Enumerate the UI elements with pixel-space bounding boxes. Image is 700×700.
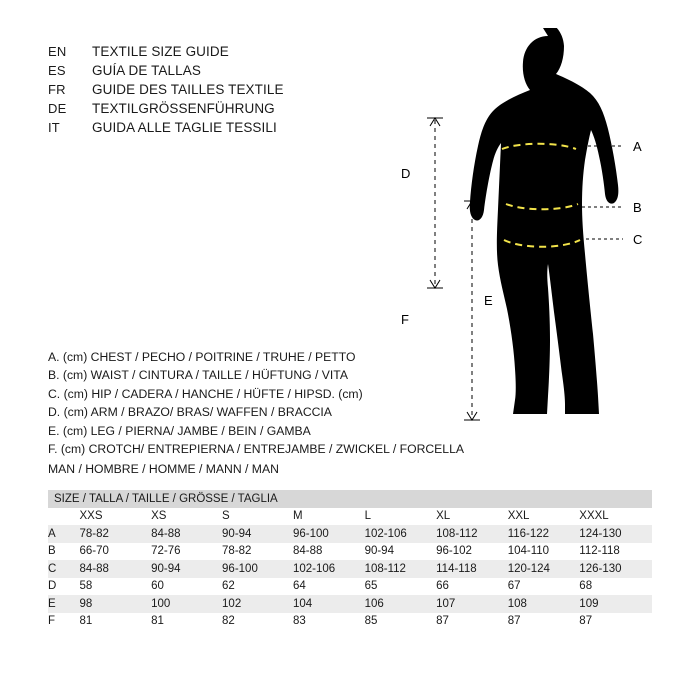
table-cell: 78-82 — [80, 525, 152, 543]
label-e: E — [484, 293, 493, 308]
language-code: IT — [48, 120, 60, 135]
row-label: D — [48, 578, 80, 596]
table-cell: 81 — [80, 613, 152, 631]
table-row — [48, 578, 652, 596]
table-title-row — [48, 490, 652, 508]
size-header: S — [222, 508, 293, 526]
table-cell: 83 — [293, 613, 365, 631]
table-cell: 96-100 — [293, 525, 365, 543]
language-title: GUÍA DE TALLAS — [92, 63, 201, 78]
table-cell: 84-88 — [80, 560, 152, 578]
legend-block — [48, 348, 464, 458]
table-header-row — [48, 508, 652, 526]
table-cell: 66 — [436, 578, 508, 596]
table-cell: 104 — [293, 595, 365, 613]
dimension-e — [464, 201, 480, 420]
size-header: L — [365, 508, 437, 526]
table-row — [48, 613, 652, 631]
table-cell: 124-130 — [579, 525, 652, 543]
table-cell: 108 — [508, 595, 580, 613]
table-cell: 66-70 — [80, 543, 152, 561]
table-cell: 68 — [579, 578, 652, 596]
size-header: XS — [151, 508, 222, 526]
language-row — [48, 44, 284, 63]
legend-line: D. (cm) ARM / BRAZO/ BRAS/ WAFFEN / BRACCIA — [48, 405, 332, 420]
table-cell: 81 — [151, 613, 222, 631]
table-cell: 67 — [508, 578, 580, 596]
table-cell: 100 — [151, 595, 222, 613]
gender-label: MAN / HOMBRE / HOMME / MANN / MAN — [48, 462, 279, 476]
language-title: TEXTILGRÖSSENFÜHRUNG — [92, 101, 275, 116]
table-cell: 102-106 — [365, 525, 437, 543]
table-cell: 104-110 — [508, 543, 580, 561]
table-cell: 87 — [436, 613, 508, 631]
language-code: EN — [48, 44, 67, 59]
table-cell: 90-94 — [222, 525, 293, 543]
table-cell: 96-102 — [436, 543, 508, 561]
table-row — [48, 560, 652, 578]
language-code: ES — [48, 63, 66, 78]
size-header: XL — [436, 508, 508, 526]
table-cell: 90-94 — [151, 560, 222, 578]
size-table — [48, 490, 652, 630]
row-label: F — [48, 613, 80, 631]
language-code: FR — [48, 82, 66, 97]
table-cell: 102-106 — [293, 560, 365, 578]
legend-line: F. (cm) CROTCH/ ENTREPIERNA / ENTREJAMBE / ZWICKEL / FORCELLA — [48, 442, 464, 457]
table-cell: 72-76 — [151, 543, 222, 561]
table-cell: 62 — [222, 578, 293, 596]
table-cell: 65 — [365, 578, 437, 596]
corner-cell — [48, 508, 80, 526]
language-title: TEXTILE SIZE GUIDE — [92, 44, 229, 59]
row-label: C — [48, 560, 80, 578]
table-cell: 116-122 — [508, 525, 580, 543]
table-cell: 120-124 — [508, 560, 580, 578]
table-cell: 96-100 — [222, 560, 293, 578]
size-header: XXS — [80, 508, 152, 526]
label-f: F — [401, 312, 409, 327]
legend-line: B. (cm) WAIST / CINTURA / TAILLE / HÜFTUNG / VITA — [48, 368, 348, 383]
table-cell: 98 — [80, 595, 152, 613]
table-cell: 108-112 — [436, 525, 508, 543]
table-cell: 87 — [579, 613, 652, 631]
row-label: A — [48, 525, 80, 543]
table-cell: 112-118 — [579, 543, 652, 561]
table-cell: 109 — [579, 595, 652, 613]
size-header: M — [293, 508, 365, 526]
table-cell: 108-112 — [365, 560, 437, 578]
language-title: GUIDE DES TAILLES TEXTILE — [92, 82, 284, 97]
male-silhouette-icon — [470, 28, 619, 414]
table-cell: 87 — [508, 613, 580, 631]
table-cell: 85 — [365, 613, 437, 631]
language-row — [48, 63, 284, 82]
table-cell: 114-118 — [436, 560, 508, 578]
size-header: XXXL — [579, 508, 652, 526]
language-row — [48, 120, 284, 139]
table-title: SIZE / TALLA / TAILLE / GRÖSSE / TAGLIA — [48, 490, 652, 508]
language-code: DE — [48, 101, 67, 116]
table-cell: 78-82 — [222, 543, 293, 561]
legend-line: C. (cm) HIP / CADERA / HANCHE / HÜFTE / HIPSD. (cm) — [48, 386, 363, 401]
language-row — [48, 82, 284, 101]
table-cell: 107 — [436, 595, 508, 613]
label-c: C — [633, 232, 643, 247]
table-cell: 102 — [222, 595, 293, 613]
size-table-wrap — [48, 490, 652, 630]
row-label: E — [48, 595, 80, 613]
dimension-d — [427, 118, 443, 288]
language-header — [48, 44, 284, 139]
table-cell: 60 — [151, 578, 222, 596]
table-cell: 84-88 — [293, 543, 365, 561]
table-cell: 64 — [293, 578, 365, 596]
table-cell: 90-94 — [365, 543, 437, 561]
table-cell: 58 — [80, 578, 152, 596]
label-b: B — [633, 200, 642, 215]
language-title: GUIDA ALLE TAGLIE TESSILI — [92, 120, 277, 135]
table-cell: 126-130 — [579, 560, 652, 578]
legend-line: E. (cm) LEG / PIERNA/ JAMBE / BEIN / GAMBA — [48, 423, 311, 438]
table-cell: 84-88 — [151, 525, 222, 543]
label-d: D — [401, 166, 411, 181]
language-row — [48, 101, 284, 120]
legend-line: A. (cm) CHEST / PECHO / POITRINE / TRUHE / PETTO — [48, 350, 356, 364]
table-cell: 82 — [222, 613, 293, 631]
label-a: A — [633, 139, 642, 154]
table-row — [48, 525, 652, 543]
table-row — [48, 543, 652, 561]
size-header: XXL — [508, 508, 580, 526]
table-row — [48, 595, 652, 613]
row-label: B — [48, 543, 80, 561]
table-cell: 106 — [365, 595, 437, 613]
